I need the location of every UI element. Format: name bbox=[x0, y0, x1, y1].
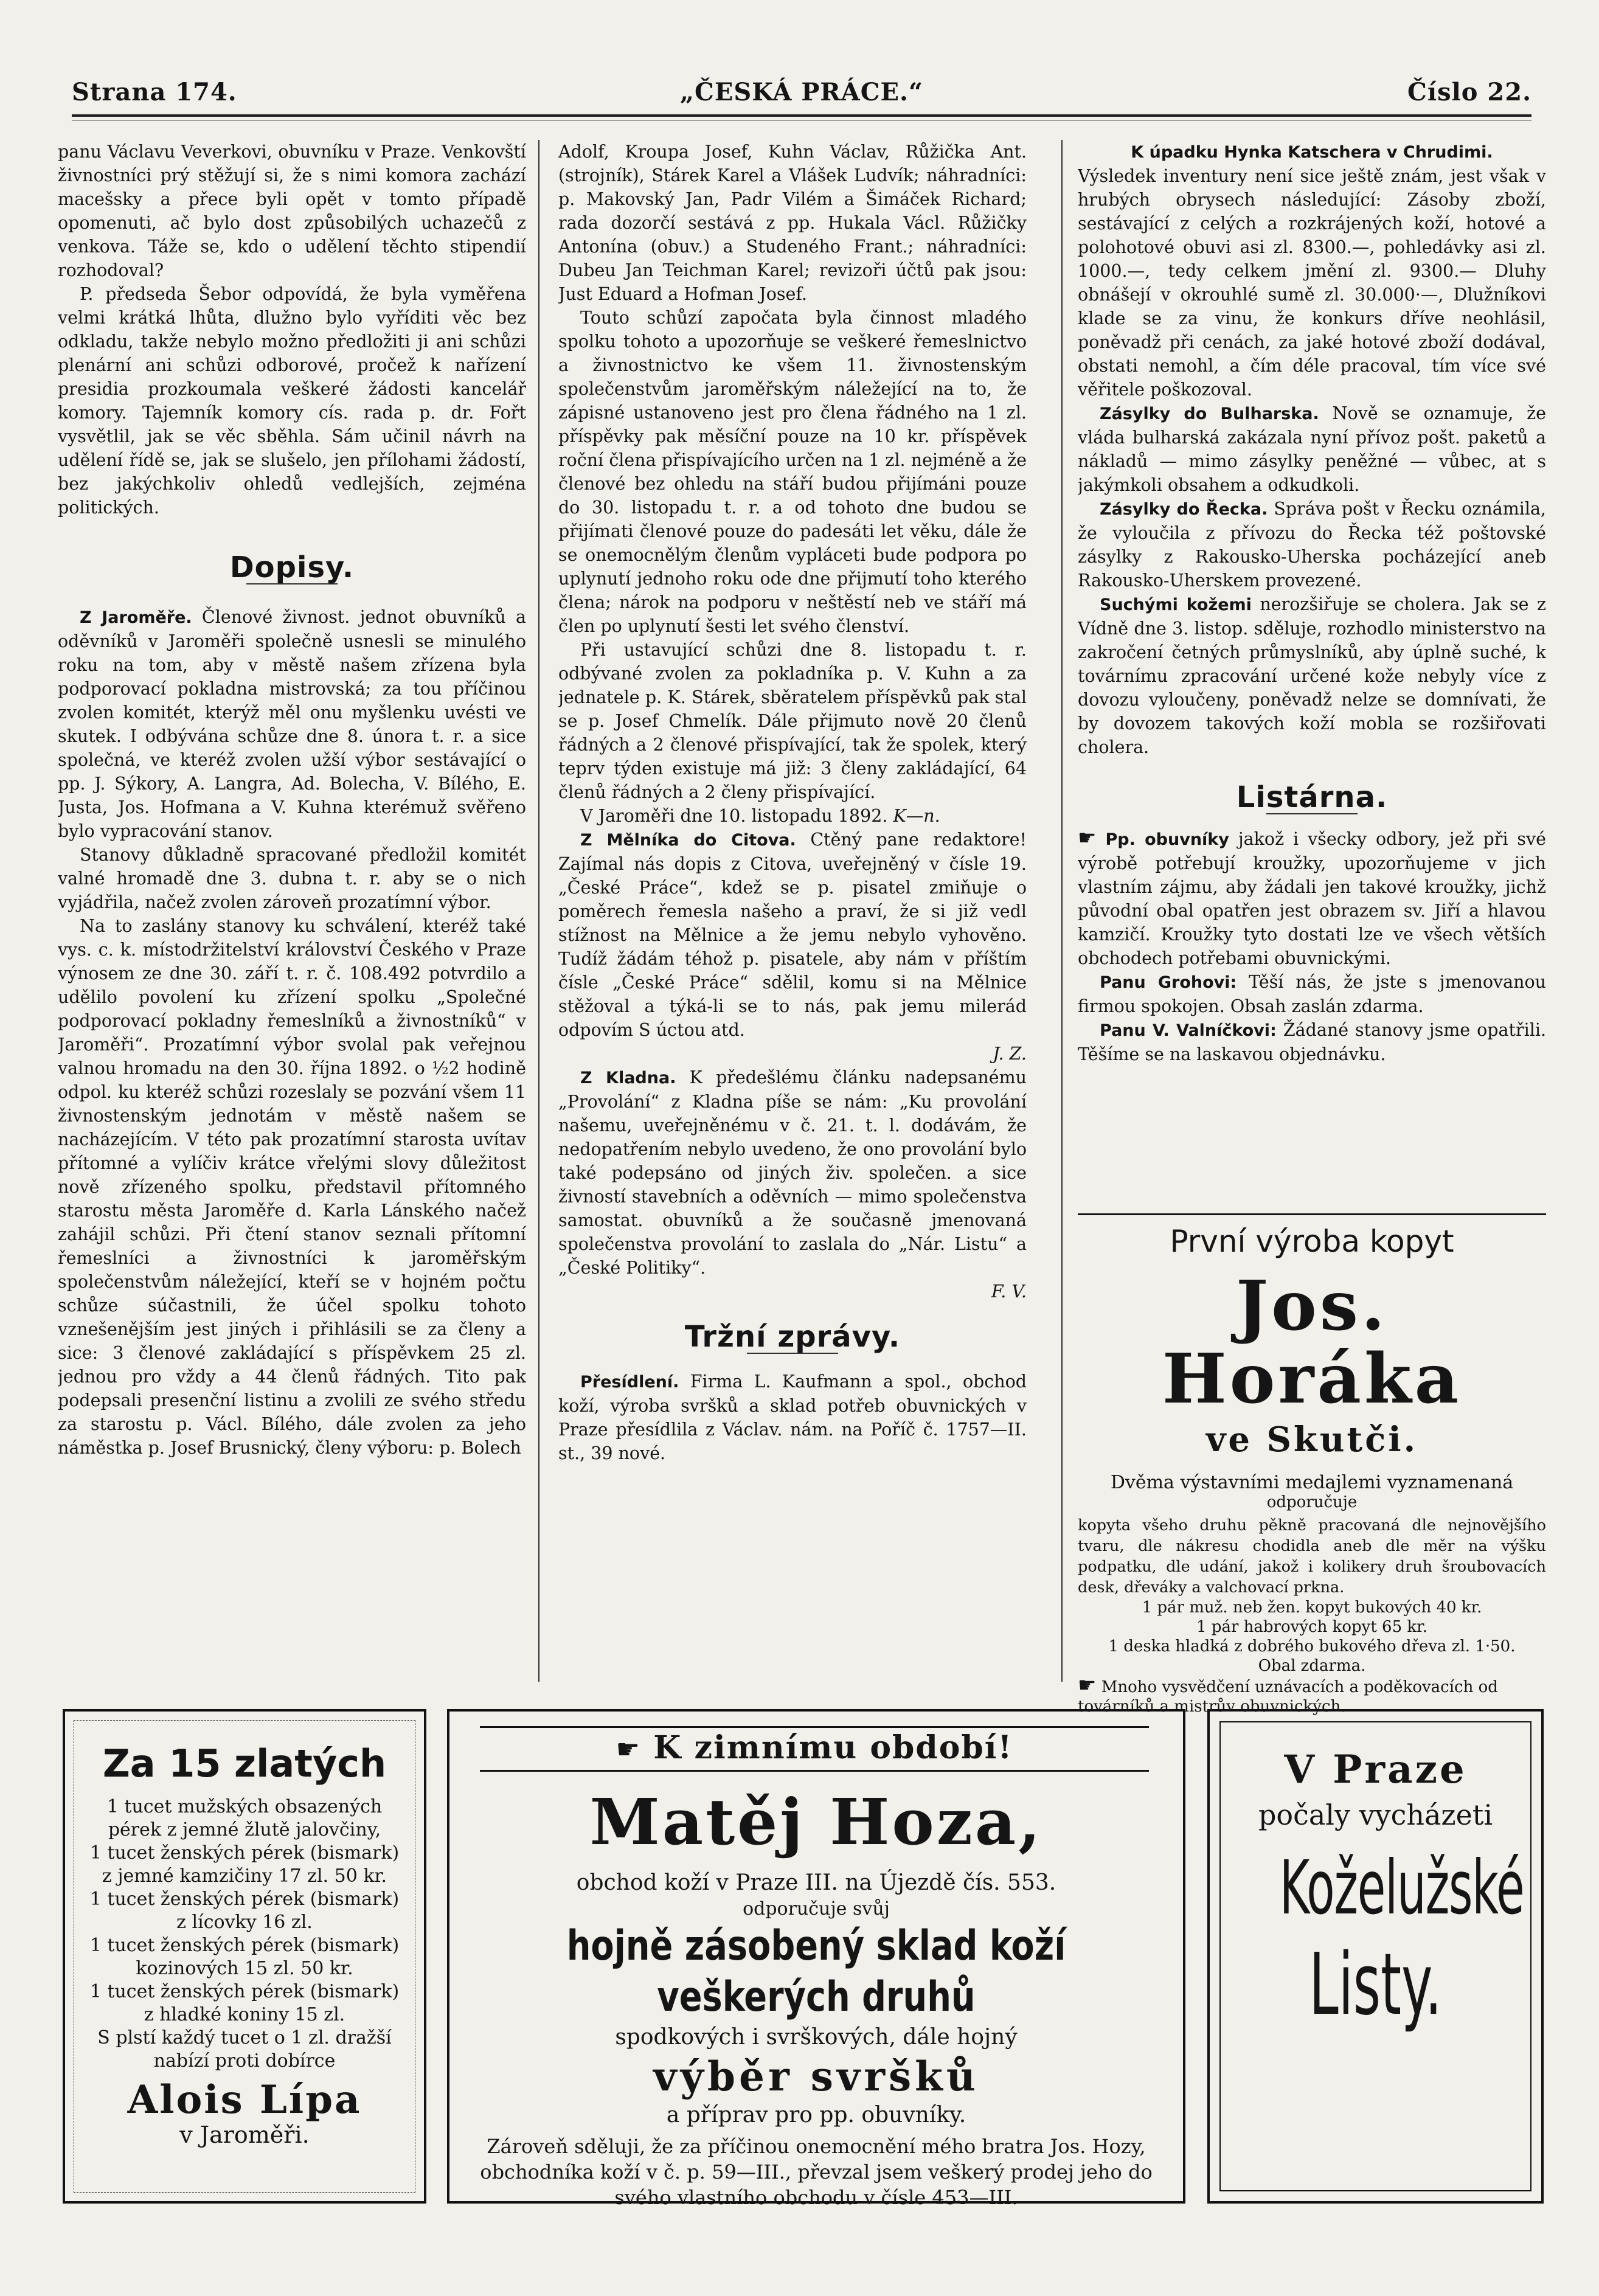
ad-hoza bbox=[447, 1709, 1185, 2209]
issue-number: Číslo 22. bbox=[1407, 78, 1531, 106]
column-divider-2 bbox=[1061, 140, 1063, 1682]
paragraph: jakož i všecky odbory, jež při své výrobě potřebují kroužky, upozorňujeme v jich vlastním zájmu, aby žádali jen takové kroužky, jichž původní obal opatřen jest obrazem sv. Jiří a hlavou kamzičí. Kroužky tyto dostati lze ve všech větších obchodech potřebami obuvnickými. bbox=[1078, 829, 1546, 968]
ad-line: Dvěma výstavními medajlemi vyznamenaná bbox=[1110, 1472, 1514, 1493]
ad-line: 1 tucet ženských pérek (bismark) bbox=[89, 1842, 400, 1864]
ad-line: obchod koží v Praze III. na Újezdě čís. 553. bbox=[576, 1870, 1056, 1895]
ad-lines bbox=[74, 1795, 415, 2073]
paragraph: Správa pošt v Řecku oznámila, že vyloučila z přívozu do Řecka též poštovské zásylky z Rakousko-Uherska pocházející aneb Rakousko-Uherskem provezené. bbox=[1078, 499, 1546, 591]
ad-line: V Praze bbox=[1284, 1747, 1467, 1792]
paragraph: Touto schůzí započata byla činnost mladého spolku tohoto a upozorňuje se veškeré řemeslnictvo a živnostnictvo ke všem 11. živnostenským společenstvům jaroměřským náležející na to, že zápisné ustanoveno jest pro člena řádného na 1 zl. příspěvky pak měsíční pouze na 10 kr. příspěvek roční člena přispívajícího určen na 1 zl. nejméně a že členové bez ohledu na stáří budou přijímáni pouze do 30. listopadu t. r. a od tohoto dne budou se přijímati členové pouze do padesáti let věku, dále že se onemocnělým členům vypláceti bude podpora po uplynutí jednoho roku ode dne přijmutí toho kterého člena; nárok na podporu v neštěstí neb ve stáří má člen po uplynutí šesti let svého členství. bbox=[558, 308, 1027, 636]
signature: J. Z. bbox=[993, 1044, 1027, 1064]
ad-line: nabízí proti dobírce bbox=[153, 2050, 336, 2072]
signature: K—n. bbox=[893, 806, 940, 826]
ad-title: Listy. bbox=[1309, 1935, 1442, 2034]
paragraph: Stanovy důkladně spracované předložil komitét valné hromadě dne 3. dubna t. r. aby se o nich vyjádřila, načež zvolen zároveň prozatímní výbor. bbox=[58, 845, 526, 912]
pointing-hand-icon: ☛ bbox=[616, 1734, 642, 1765]
paragraph: Výsledek inventury není sice ještě znám, jest však v hrubých obrysech následující: Zásoby zboží, sestávající z celých a rozkrájených koží, hotové a polohotové obuvi asi zl. 8300.—, pohledávky asi zl. 1000.—, tedy celkem jmění zl. 9300.— Dluhy obnášejí v okrouhlé sumě zl. 30.000·—, Dlužníkovi klade se za vinu, že konkurs dříve neohlásil, poněvadž při cenách, za jaké hotové zboží dodával, obstati nemohl, a čím déle pracoval, tím více své věřitele poškozoval. bbox=[1078, 166, 1546, 400]
ad-body: kopyta všeho druhu pěkně pracovaná dle nejnovějšího tvaru, dle nákresu chodidla aneb dle měr na výšku podpatku, dle udání, jakož i kolikery druh šroubovacích desk, dřeváky a valchovací prkna. bbox=[1078, 1516, 1546, 1597]
column-3 bbox=[1078, 140, 1546, 1186]
dateline: V Jaroměři dne 10. listopadu 1892. bbox=[580, 806, 888, 826]
letter-recipient: Panu Grohovi: bbox=[1100, 973, 1237, 992]
section-title-dopisy bbox=[58, 550, 526, 584]
section-title-trzni bbox=[558, 1320, 1027, 1354]
ad-body-text: Zároveň sděluji, že za příčinou onemocnění mého bratra Jos. Hozy, obchodníka koží v č. p. 59—III., převzal jsem veškerý prodej jeho do svého vlastního obchodu v čísle 453—III. bbox=[480, 2135, 1153, 2209]
ad-line: odporučuje bbox=[1266, 1493, 1358, 1511]
page-number: Strana 174. bbox=[72, 78, 237, 106]
pointing-hand-icon: ☛ bbox=[1078, 826, 1097, 850]
ad-big-line: výběr svršků bbox=[653, 2053, 979, 2100]
paragraph: Firma L. Kaufmann a spol., obchod koží, výroba svršků a sklad potřeb obuvnických v Praze přesídlila z Václav. nám. na Poříč č. 1757—II. st., 39 nové. bbox=[558, 1372, 1027, 1463]
ad-advertiser-name: Alois Lípa bbox=[127, 2077, 362, 2123]
price-line: 1 pár muž. neb žen. kopyt bukových 40 kr. bbox=[1142, 1598, 1482, 1617]
column-2 bbox=[558, 140, 1027, 1682]
paragraph: P. předseda Šebor odpovídá, že byla vyměřena velmi krátká lhůta, dlužno bylo vyříditi věc bez odkladu, takže nebylo možno předložiti ji ani schůzi plenární ani schůzi odborové, pročež k nařízení presidia prozkoumala veškeré žádosti kancelář komory. Tajemník komory cís. rada p. dr. Fořt vysvětlil, jak se věc sběhla. Sám učinil návrh na udělení řídě se, jak se slušelo, jen přílohami žádostí, bez jakýchkoliv ohledů vedlejších, zejména politických. bbox=[58, 284, 526, 518]
article-heading: Zásylky do Řecka. bbox=[1100, 500, 1268, 519]
article-heading: K úpadku Hynka Katschera v Chrudimi. bbox=[1131, 143, 1493, 162]
journal-title: „ČESKÁ PRÁCE.“ bbox=[680, 78, 923, 106]
ad-border bbox=[1219, 1721, 1531, 2191]
section-title-text: Tržní zprávy. bbox=[684, 1320, 901, 1354]
ad-headline-text: K zimnímu období! bbox=[653, 1729, 1013, 1766]
letter-recipient: Panu V. Valníčkovi: bbox=[1100, 1021, 1277, 1040]
column-1 bbox=[58, 140, 526, 1682]
pointing-hand-icon: ☛ bbox=[1078, 1673, 1097, 1698]
price-line: 1 pár habrových kopyt 65 kr. bbox=[1196, 1618, 1427, 1636]
ad-line: spodkových i svrškových, dále hojný bbox=[615, 2025, 1018, 2050]
article-heading: Suchými kožemi bbox=[1100, 595, 1252, 614]
ad-line: kozinových 15 zl. 50 kr. bbox=[136, 1958, 353, 1979]
price-line: Mnoho vysvědčení uznávacích a poděkovacích od továrníků a mistrův obuvnických. bbox=[1078, 1678, 1498, 1716]
ad-line: S plstí každý tucet o 1 zl. dražší bbox=[97, 2027, 392, 2048]
paragraph: panu Václavu Veverkovi, obuvníku v Praze. Venkovští živnostníci prý stěžují si, že s nimi komora zachází macešsky a přece byli opět v tomto případě opomenuti, ač bylo dost způsobilých uchazečů z venkova. Táže se, kdo o udělení těchto stipendií rozhodoval? bbox=[58, 142, 526, 280]
ad-line: 1 tucet ženských pérek (bismark) bbox=[89, 1888, 400, 1910]
paragraph: Členové živnost. jednot obuvníků a oděvníků v Jaroměři společně usnesli se minulého roku na tom, aby v městě našem zřízena byla podporovací pokladna mistrovská; za tou příčinou zvolen komitét, kterýž měl onu myšlenku uvésti ve skutek. I odbývána schůze dne 8. února t. r. a sice společná, ve kteréž zvolen užší výbor sestávající o pp. J. Sýkory, A. Langra, Ad. Bolecha, V. Bílého, E. Justa, Jos. Hofmana a V. Kuhna kterémuž svěřeno bylo vypracování stanov. bbox=[58, 607, 526, 841]
article-heading: Z Jaroměře. bbox=[80, 608, 192, 627]
signature: F. V. bbox=[991, 1282, 1027, 1302]
paragraph: K předešlému článku nadepsanému „Provolání“ z Kladna píše se nám: „Ku provolání našemu, uveřejněnému v č. 21. t. l. dodávám, že nedopatřením nebylo uvedeno, že ono provolání bylo také podepsáno od jiných živ. společen. a sice živností stavebních a oděvních — mimo společenstva samostat. obuvníků a že současně jmenovaná společenstva provolání to zaslala do „Nár. Listu“ a „České Politiky“. bbox=[558, 1067, 1027, 1278]
ad-line: 1 tucet mužských obsazených bbox=[106, 1796, 383, 1817]
ad-border bbox=[74, 1720, 415, 2193]
ad-big-line: hojně zásobený sklad koží veškerých druhů bbox=[566, 1922, 1066, 2021]
ad-title: Za 15 zlatých bbox=[102, 1741, 387, 1786]
paragraph: Adolf, Kroupa Josef, Kuhn Václav, Růžička Ant. (strojník), Stárek Karel a Vlášek Ludvík; náhradníci: p. Makovský Jan, Padr Vilém a Šimáček Richard; rada dozorčí sestává z pp. Hukala Václ. Růžičky Antonína (obuv.) a Studeného Frant.; náhradníci: Dubeu Jan Teichman Karel; revizoři účtů pak jsou: Just Eduard a Hofman Josef. bbox=[558, 142, 1027, 304]
paragraph: Při ustavující schůzi dne 8. listopadu t. r. odbývané zvolen za pokladníka p. V. Kuhn a za jednatele p. K. Stárek, sběratelem příspěvků pak stal se p. Josef Chmelík. Dále přijmuto nově 20 členů řádných a 2 členové přispívající, tak že spolek, který teprv týden existuje má již: 3 členy zakládající, 64 členů řádných a 2 členy přispívající. bbox=[558, 640, 1027, 802]
section-title-text: Dopisy. bbox=[229, 550, 355, 584]
article-heading: Přesídlení. bbox=[580, 1373, 679, 1392]
article-heading: Zásylky do Bulharska. bbox=[1100, 404, 1319, 423]
ad-line: a příprav pro pp. obuvníky. bbox=[666, 2103, 966, 2128]
header-rule bbox=[72, 114, 1531, 117]
ad-line: z jemné kamzičiny 17 zl. 50 kr. bbox=[102, 1865, 387, 1887]
ad-horak bbox=[1078, 1213, 1546, 1716]
ad-line: ve Skutči. bbox=[1205, 1420, 1418, 1460]
paragraph: Na to zaslány stanovy ku schválení, kteréž také vys. c. k. místodržitelství království Českého v Praze výnosem ze dne 30. září t. r. č. 108.492 potvrdilo a udělilo povolení ku zřízení spolku „Společné podporovací pokladny řemeslníků a živnostníků“ v Jaroměři“. Prozatímní výbor svolal pak veřejnou valnou hromadu na den 30. října 1892. o ½2 hodině odpol. ku kteréž schůzi rozeslaly se pozvání všem 11 živnostenským jednotám v městě našem se nacházejícím. V této pak prozatímní starosta uvítav přítomné a vylíčiv krátce vřelými slovy důležitost nově zřízeného spolku, představil přítomného starostu města Jaroměře d. Karla Lánského načež zahájil schůzi. Při čtení stanov seznali přítomní řemeslníci a živnostníci k jaroměřským společenstvům náležející, kteří se v hojném počtu schůze súčastnili, že účel spolku tohoto vznešenějším jest jiných i přihlásili se za členy a sice: 3 členové zakládající s příspěvkem 25 zl. jednou pro vždy a 44 členů řádných. Tito pak podepsali presenční listinu a zvolili ze svého středu za starostu p. Václ. Bílého, dále zvolen za jeho náměstka p. Josef Brusnický, členy výboru: p. Bolech bbox=[58, 916, 526, 1458]
page-header bbox=[72, 78, 1531, 114]
ad-line: První výroba kopyt bbox=[1170, 1224, 1454, 1259]
ad-title: Koželužské bbox=[1279, 1845, 1524, 1931]
column-divider-1 bbox=[538, 140, 539, 1682]
ad-headline bbox=[480, 1726, 1149, 1772]
ad-line: z lícovky 16 zl. bbox=[176, 1912, 313, 1933]
ad-line: z hladké koniny 15 zl. bbox=[144, 2004, 345, 2025]
ad-lipa bbox=[63, 1709, 426, 2204]
ad-firm-name: Jos. Horáka bbox=[1162, 1266, 1462, 1419]
ad-kozeluzske-listy bbox=[1207, 1709, 1544, 2204]
section-title-listarna bbox=[1078, 780, 1546, 814]
section-title-text: Listárna. bbox=[1236, 780, 1388, 814]
ad-line: počaly vycházeti bbox=[1258, 1798, 1493, 1831]
ad-line: odporučuje svůj bbox=[743, 1898, 890, 1920]
ad-line: 1 tucet ženských pérek (bismark) bbox=[89, 1935, 400, 1956]
ad-line: 1 tucet ženských pérek (bismark) bbox=[89, 1981, 400, 2002]
paragraph: Ctěný pane redaktore! Zajímal nás dopis z Citova, uveřejněný v čísle 19. „České Práce“, kdež se p. pisatel zmiňuje o poměrech řemesla našeho a praví, že si již vedl stížnost na Mělnice a že jemu nebylo vyhověno. Tudíž žádám téhož p. pisatele, aby nám v příštím čísle „České Práce“ sdělil, komu si na Mělnice stěžoval a týká-li se to nás, pak jemu milerád odpovím S úctou atd. bbox=[558, 830, 1027, 1040]
ad-town: v Jaroměři. bbox=[179, 2121, 310, 2148]
ad-body bbox=[474, 1868, 1159, 2210]
paragraph: Žádané stanovy jsme opatřili. Těšíme se na laskavou objednávku. bbox=[1078, 1020, 1546, 1064]
ad-line: pérek z jemné žlutě jalovčiny, bbox=[108, 1819, 381, 1840]
letter-recipient: Pp. obuvníky bbox=[1105, 830, 1229, 849]
price-line: 1 deska hladká z dobrého bukového dřeva zl. 1·50. bbox=[1108, 1637, 1516, 1656]
article-heading: Z Mělníka do Citova. bbox=[580, 831, 796, 850]
paragraph: Nově se oznamuje, že vláda bulharská zakázala nyní přívoz pošt. paketů a nákladů — mimo zásylky peněžné — vůbec, at s jakýmkoli obsahem a odkudkoli. bbox=[1078, 403, 1546, 495]
ad-firm-name: Matěj Hoza, bbox=[589, 1784, 1043, 1859]
paragraph: Těší nás, že jste s jmenovanou firmou spokojen. Obsah zaslán zdarma. bbox=[1078, 972, 1546, 1016]
paragraph: nerozšiřuje se cholera. Jak se z Vídně dne 3. listop. sdělujе, rozhodlo ministerstvo na zakročení četných průmyslníků, aby úplně suché, k továrnímu zpracování určené kože nebyly více z dovozu vyloučeny, poněvadž nelze se domnívati, že by dovozem takových koží mobla se rozšiřovati cholera. bbox=[1078, 594, 1546, 757]
article-heading: Z Kladna. bbox=[580, 1069, 676, 1087]
price-line: Obal zdarma. bbox=[1258, 1657, 1366, 1675]
